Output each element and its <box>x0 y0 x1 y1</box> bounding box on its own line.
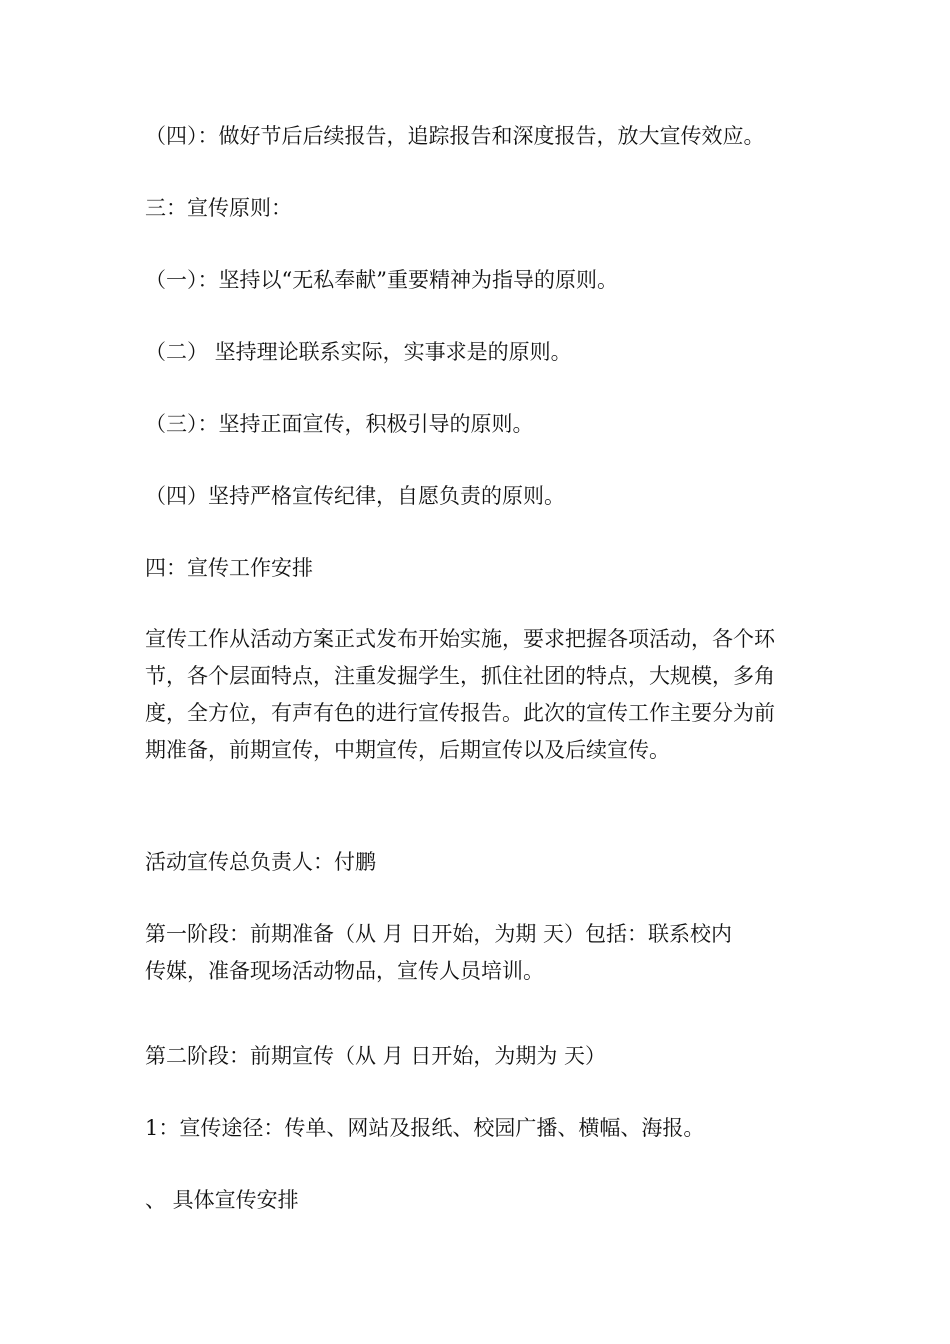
text-line-publicity-channels: 1：宣传途径：传单、网站及报纸、校园广播、横幅、海报。 <box>145 1116 705 1140</box>
paragraph-line: 传媒，准备现场活动物品，宣传人员培训。 <box>145 959 544 983</box>
paragraph-line: 度，全方位，有声有色的进行宣传报告。此次的宣传工作主要分为前 <box>145 701 775 725</box>
paragraph-stage-1 <box>145 916 815 990</box>
paragraph-line: 第一阶段：前期准备（从 月 日开始，为期 天）包括：联系校内 <box>145 922 733 946</box>
text-line-section-4-followup: （四）：做好节后后续报告，追踪报告和深度报告，放大宣传效应。 <box>145 124 765 148</box>
text-line-person-in-charge: 活动宣传总负责人：付鹏 <box>145 850 376 874</box>
text-line-stage-2: 第二阶段：前期宣传（从 月 日开始，为期为 天） <box>145 1044 607 1068</box>
paragraph-line: 节，各个层面特点，注重发掘学生，抓住社团的特点，大规模，多角 <box>145 664 775 688</box>
heading-work-arrangement: 四：宣传工作安排 <box>145 556 313 580</box>
text-line-principle-3: （三）：坚持正面宣传，积极引导的原则。 <box>145 412 534 436</box>
paragraph-line: 宣传工作从活动方案正式发布开始实施，要求把握各项活动，各个环 <box>145 627 775 651</box>
text-line-principle-2: （二） 坚持理论联系实际，实事求是的原则。 <box>145 340 572 364</box>
text-line-principle-4: （四）坚持严格宣传纪律，自愿负责的原则。 <box>145 484 565 508</box>
paragraph-line: 期准备，前期宣传，中期宣传，后期宣传以及后续宣传。 <box>145 738 670 762</box>
heading-publicity-principles: 三：宣传原则： <box>145 196 292 220</box>
text-line-principle-1: （一）：坚持以“无私奉献”重要精神为指导的原则。 <box>145 268 618 292</box>
paragraph-work-arrangement <box>145 621 815 769</box>
text-line-specific-arrangement: 、 具体宣传安排 <box>145 1188 299 1212</box>
